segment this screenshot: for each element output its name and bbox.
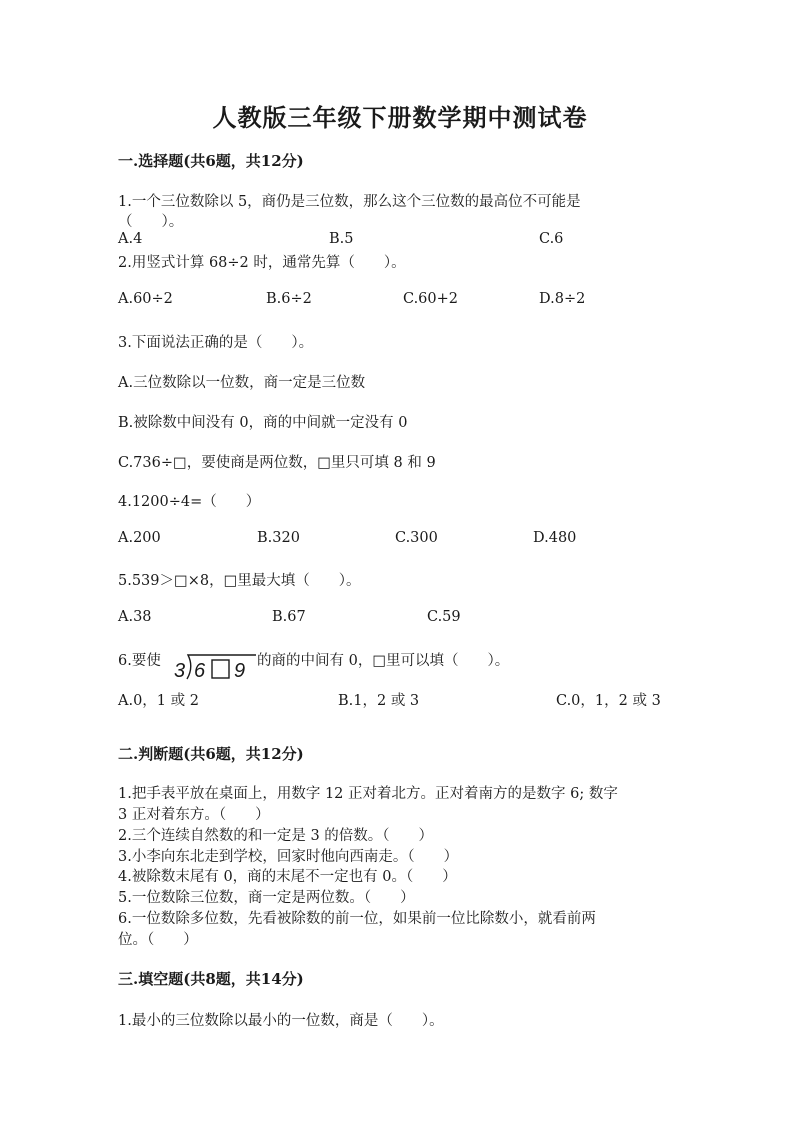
judge-line: 3.小李向东北走到学校，回家时他向西南走。（ ） (118, 849, 459, 865)
question-2-text: 2.用竖式计算 68÷2 时，通常先算（ ）。 (118, 255, 406, 271)
question-4-option-c: C.300 (395, 530, 438, 546)
page-title: 人教版三年级下册数学期中测试卷 (212, 103, 588, 132)
judge-line: 4.被除数末尾有 0，商的末尾不一定也有 0。（ ） (118, 869, 457, 885)
judge-line: 6.一位数除多位数，先看被除数的前一位，如果前一位比除数小，就看前两 (118, 911, 596, 927)
section-heading-choice: 一.选择题(共6题，共12分) (118, 152, 304, 170)
blank-box (212, 660, 229, 678)
question-2-option-b: B.6÷2 (266, 291, 312, 307)
question-3-option-c: C.736÷□，要使商是两位数，□里只可填 8 和 9 (118, 455, 436, 471)
question-4-option-d: D.480 (533, 530, 577, 546)
section-heading-judge: 二.判断题(共6题，共12分) (118, 745, 304, 763)
question-3-text: 3.下面说法正确的是（ ）。 (118, 335, 314, 351)
section-heading-fill: 三.填空题(共8题，共14分) (118, 970, 304, 988)
question-4-option-a: A.200 (118, 530, 161, 546)
question-3-option-a: A.三位数除以一位数，商一定是三位数 (118, 375, 366, 391)
question-5-option-c: C.59 (427, 609, 461, 625)
long-division-figure (172, 652, 258, 682)
judge-line: 3 正对着东方。（ ） (118, 807, 270, 823)
dividend-digit-left: 6 (194, 660, 206, 682)
question-1-line-2: （ ）。 (118, 214, 184, 230)
question-4-text: 4.1200÷4=（ ） (118, 494, 261, 510)
question-2-option-a: A.60÷2 (118, 291, 173, 307)
question-6-option-b: B.1，2 或 3 (338, 693, 420, 709)
fill-question-1: 1.最小的三位数除以最小的一位数，商是（ ）。 (118, 1013, 444, 1029)
question-1-option-c: C.6 (539, 231, 564, 247)
question-6-option-a: A.0，1 或 2 (118, 693, 199, 709)
question-6-suffix: 的商的中间有 0，□里可以填（ ）。 (257, 653, 510, 669)
question-2-option-d: D.8÷2 (539, 291, 586, 307)
question-4-option-b: B.320 (257, 530, 300, 546)
question-1-option-b: B.5 (329, 231, 354, 247)
judge-line: 5.一位数除三位数，商一定是两位数。（ ） (118, 890, 415, 906)
question-6-option-c: C.0，1，2 或 3 (556, 693, 661, 709)
question-5-option-a: A.38 (118, 609, 152, 625)
dividend-digit-right: 9 (234, 660, 246, 682)
question-1-line-1: 1.一个三位数除以 5，商仍是三位数，那么这个三位数的最高位不可能是 (118, 194, 581, 210)
divisor-digit: 3 (174, 660, 186, 682)
question-6-prefix: 6.要使 (118, 653, 161, 669)
judge-line: 位。（ ） (118, 932, 198, 948)
judge-line: 2.三个连续自然数的和一定是 3 的倍数。（ ） (118, 828, 434, 844)
question-5-option-b: B.67 (272, 609, 306, 625)
judge-line: 1.把手表平放在桌面上，用数字 12 正对着北方。正对着南方的是数字 6; 数字 (118, 786, 618, 802)
question-2-option-c: C.60+2 (403, 291, 459, 307)
question-1-option-a: A.4 (118, 231, 143, 247)
question-5-text: 5.539＞□×8，□里最大填（ ）。 (118, 573, 361, 589)
question-3-option-b: B.被除数中间没有 0，商的中间就一定没有 0 (118, 415, 408, 431)
